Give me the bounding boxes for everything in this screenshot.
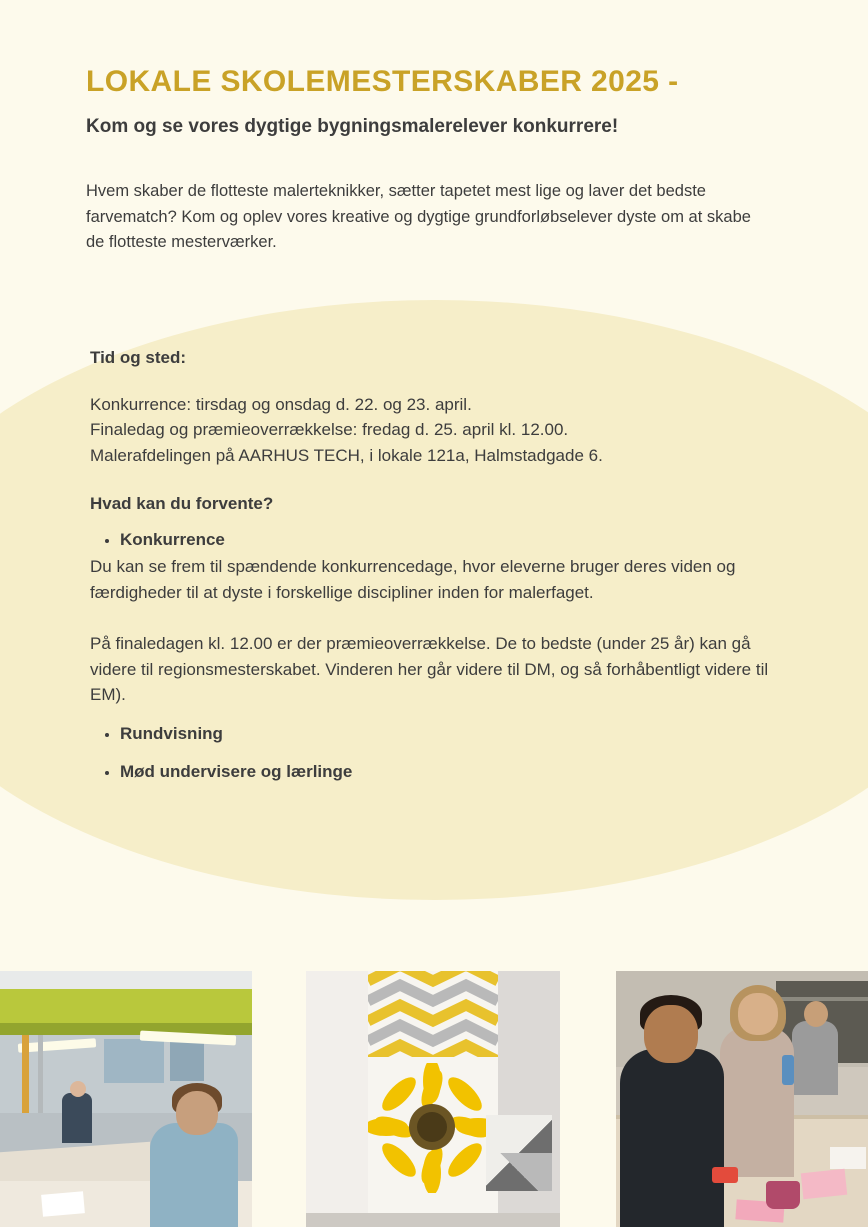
time-place-line-3: Malerafdelingen på AARHUS TECH, i lokale 121a, Halmstadgade 6.	[90, 445, 603, 465]
expect-bullet-list-3	[90, 760, 782, 784]
time-place-lines	[90, 392, 782, 469]
page-subtitle: Kom og se vores dygtige bygningsmalerelever konkurrere!	[86, 115, 619, 137]
chevron-pattern-icon	[368, 971, 498, 1057]
expect-heading: Hvad kan du forvente?	[90, 494, 274, 514]
time-place-line-1: Konkurrence: tirsdag og onsdag d. 22. og 23. april.	[90, 394, 472, 414]
list-item: • Konkurrence	[120, 528, 782, 552]
time-place-block	[86, 348, 782, 783]
competition-paragraph: Du kan se frem til spændende konkurrencedage, hvor eleverne bruger deres viden og færdigheder til at dyste i forskellige discipliner inden for malerfaget.	[90, 557, 736, 602]
photo-strip	[0, 971, 868, 1227]
list-item: • Rundvisning	[120, 722, 782, 746]
intro-paragraph: Hvem skaber de flotteste malerteknikker, sætter tapetet mest lige og laver det bedste farvematch? Kom og oplev vores kreative og dygtige grundforløbselever dyste om at skabe de flotteste mesterværker.	[86, 182, 751, 252]
photo-sunflower-wall	[306, 971, 560, 1227]
expect-bullet-list	[90, 528, 782, 552]
time-place-heading: Tid og sted:	[90, 347, 187, 367]
sunflower-icon	[368, 1063, 498, 1193]
expect-bullet-list-2	[90, 722, 782, 746]
photo-students-workbench	[616, 971, 868, 1227]
photo-workshop-classroom	[0, 971, 252, 1227]
time-place-line-2: Finaledag og præmieoverrækkelse: fredag d. 25. april kl. 12.00.	[90, 420, 569, 440]
final-paragraph: På finaledagen kl. 12.00 er der præmieoverrækkelse. De to bedste (under 25 år) kan gå videre til regionsmesterskabet. Vinderen her går videre til DM, og så forhåbentligt videre til EM).	[90, 634, 769, 705]
list-item: • Mød undervisere og lærlinge	[120, 760, 782, 784]
page-title: LOKALE SKOLEMESTERSKABER 2025 -	[86, 65, 679, 98]
